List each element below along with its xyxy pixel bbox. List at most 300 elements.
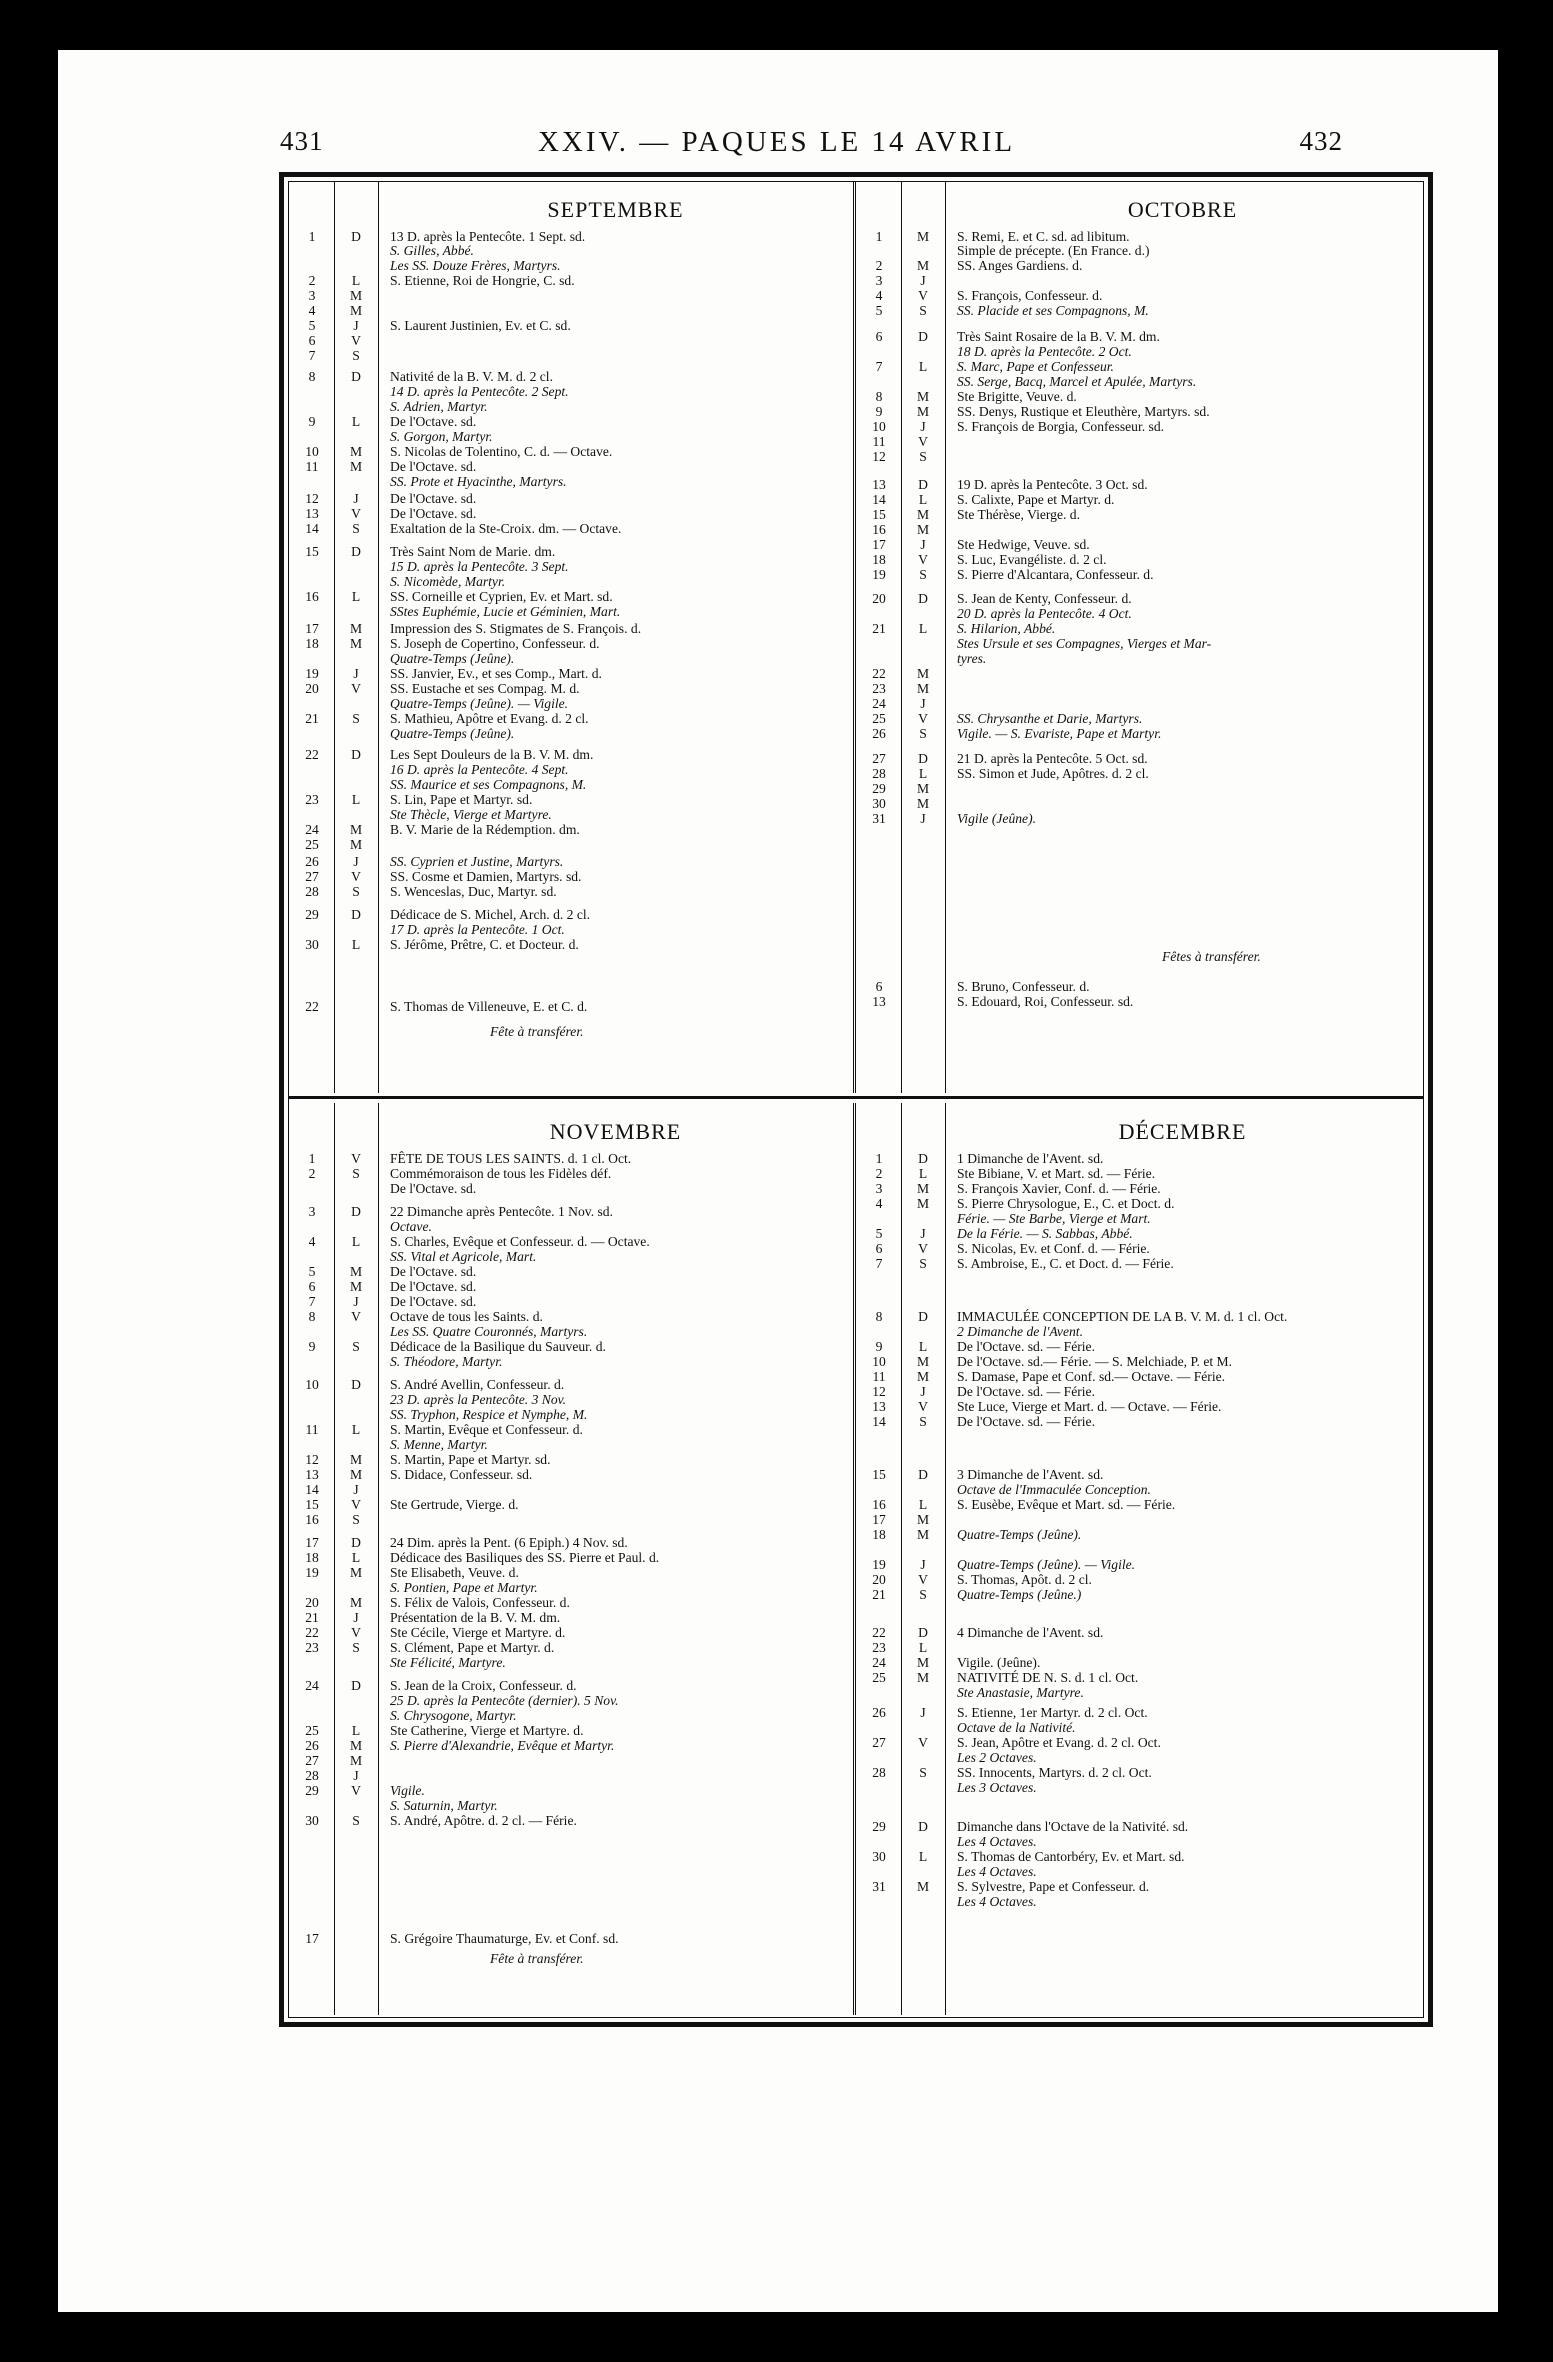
weekday-letter: M: [916, 507, 930, 522]
calendar-row: [857, 1166, 1422, 1182]
feast-text: 18 D. après la Pentecôte. 2 Oct.: [957, 344, 1132, 359]
day-number: 30: [305, 937, 319, 952]
weekday-letter: V: [351, 1625, 361, 1640]
calendar-row: [290, 506, 855, 522]
feast-text: Ste Catherine, Vierge et Martyre. d.: [390, 1723, 584, 1738]
weekday-letter: M: [349, 1452, 363, 1467]
calendar-row: [290, 1467, 855, 1483]
calendar-row: [290, 747, 855, 763]
day-number: 31: [872, 811, 886, 826]
day-number: 13: [872, 477, 886, 492]
weekday-letter: M: [916, 1879, 930, 1894]
calendar-row: [857, 1750, 1422, 1766]
calendar-row: [290, 1625, 855, 1641]
day-number: 4: [875, 288, 883, 303]
calendar-row: [290, 1422, 855, 1438]
day-number: 30: [872, 1849, 886, 1864]
weekday-letter: L: [351, 1422, 361, 1437]
calendar-row: [857, 434, 1422, 450]
day-number: 26: [305, 854, 319, 869]
feast-text: Quatre-Temps (Jeûne).: [390, 651, 515, 666]
feast-text: S. Grégoire Thaumaturge, Ev. et Conf. sd.: [390, 1931, 619, 1946]
weekday-letter: L: [351, 589, 361, 604]
feast-text: SS. Maurice et ses Compagnons, M.: [390, 777, 587, 792]
feast-text: SStes Euphémie, Lucie et Géminien, Mart.: [390, 604, 621, 619]
day-number: 7: [308, 348, 316, 363]
feast-text: S. Jean, Apôtre et Evang. d. 2 cl. Oct.: [957, 1735, 1161, 1750]
calendar-row: [857, 273, 1422, 289]
weekday-letter: S: [919, 726, 927, 741]
calendar-row: [857, 1670, 1422, 1686]
calendar-row: [290, 681, 855, 697]
feast-text: S. François de Borgia, Confesseur. sd.: [957, 419, 1165, 434]
weekday-letter: J: [920, 419, 926, 434]
weekday-letter: M: [916, 781, 930, 796]
calendar-row: [857, 449, 1422, 465]
calendar-row: [290, 1798, 855, 1814]
feast-text: 16 D. après la Pentecôte. 4 Sept.: [390, 762, 569, 777]
calendar-row: [857, 1196, 1422, 1212]
weekday-letter: V: [918, 1399, 928, 1414]
day-number: 9: [875, 404, 883, 419]
day-number: 10: [872, 419, 886, 434]
day-number: 18: [872, 552, 886, 567]
day-number: 6: [875, 329, 883, 344]
calendar-row: [857, 766, 1422, 782]
calendar-row: [290, 1294, 855, 1310]
calendar-row: [290, 1783, 855, 1799]
feast-text: S. Thomas de Cantorbéry, Ev. et Mart. sd.: [957, 1849, 1185, 1864]
calendar-row: [290, 474, 855, 490]
weekday-letter: D: [351, 229, 361, 244]
calendar-row: [857, 1819, 1422, 1835]
day-number: 3: [875, 1181, 883, 1196]
feast-text: De l'Octave. sd.: [390, 491, 477, 506]
feast-text: Exaltation de la Ste-Croix. dm. — Octave.: [390, 521, 622, 536]
weekday-letter: S: [352, 1512, 360, 1527]
day-number: 8: [875, 1309, 883, 1324]
calendar-row: [290, 1309, 855, 1325]
calendar-row: [857, 404, 1422, 420]
day-number: 7: [308, 1294, 316, 1309]
day-number: 19: [872, 567, 886, 582]
weekday-letter: D: [918, 751, 928, 766]
calendar-row: [857, 1834, 1422, 1850]
day-number: 15: [305, 544, 319, 559]
feast-text: 14 D. après la Pentecôte. 2 Sept.: [390, 384, 569, 399]
calendar-row: [857, 477, 1422, 493]
weekday-letter: M: [349, 1595, 363, 1610]
calendar-row: [290, 937, 855, 953]
calendar-row: [290, 837, 855, 853]
feast-text: NATIVITÉ DE N. S. d. 1 cl. Oct.: [957, 1670, 1139, 1685]
feast-text: 22 Dimanche après Pentecôte. 1 Nov. sd.: [390, 1204, 613, 1219]
calendar-row: [857, 681, 1422, 697]
day-number: 22: [872, 1625, 886, 1640]
day-number: 23: [305, 792, 319, 807]
calendar-row: [857, 492, 1422, 508]
feast-text: S. Clément, Pape et Martyr. d.: [390, 1640, 555, 1655]
day-number: 13: [872, 1399, 886, 1414]
feast-text: S. François Xavier, Conf. d. — Férie.: [957, 1181, 1161, 1196]
weekday-letter: L: [918, 766, 928, 781]
day-number: 7: [875, 1256, 883, 1271]
feast-text: Les 4 Octaves.: [957, 1834, 1037, 1849]
day-number: 14: [872, 492, 886, 507]
calendar-row: [857, 537, 1422, 553]
weekday-letter: L: [351, 1234, 361, 1249]
weekday-letter: M: [916, 404, 930, 419]
weekday-letter: D: [351, 1678, 361, 1693]
weekday-letter: M: [916, 1196, 930, 1211]
calendar-row: [857, 1309, 1422, 1325]
calendar-row: [290, 907, 855, 923]
calendar-row: [290, 1407, 855, 1423]
calendar-row: [290, 333, 855, 349]
day-number: 20: [872, 1572, 886, 1587]
weekday-letter: D: [918, 1625, 928, 1640]
weekday-letter: V: [351, 506, 361, 521]
day-number: 1: [308, 1151, 316, 1166]
weekday-letter: V: [351, 869, 361, 884]
day-number: 26: [872, 726, 886, 741]
calendar-row: [290, 726, 855, 742]
calendar-row: [290, 544, 855, 560]
calendar-row: [290, 429, 855, 445]
feast-text: SS. Cosme et Damien, Martyrs. sd.: [390, 869, 582, 884]
day-number: 23: [305, 1640, 319, 1655]
weekday-letter: V: [351, 1783, 361, 1798]
weekday-letter: L: [918, 1166, 928, 1181]
weekday-letter: V: [918, 1572, 928, 1587]
feast-text: 4 Dimanche de l'Avent. sd.: [957, 1625, 1104, 1640]
calendar-row: [857, 374, 1422, 390]
feast-text: SS. Tryphon, Respice et Nymphe, M.: [390, 1407, 588, 1422]
calendar-row: [290, 369, 855, 385]
feast-text: Impression des S. Stigmates de S. François. d.: [390, 621, 642, 636]
feast-text: 21 D. après la Pentecôte. 5 Oct. sd.: [957, 751, 1148, 766]
weekday-letter: M: [349, 822, 363, 837]
feast-text: S. Menne, Martyr.: [390, 1437, 488, 1452]
feast-text: S. Eusèbe, Evêque et Mart. sd. — Férie.: [957, 1497, 1176, 1512]
feast-text: SS. Cyprien et Justine, Martyrs.: [390, 854, 564, 869]
feast-text: Nativité de la B. V. M. d. 2 cl.: [390, 369, 553, 384]
calendar-row: [857, 389, 1422, 405]
calendar-row: [857, 243, 1422, 259]
weekday-letter: L: [918, 621, 928, 636]
feast-text: S. Jean de Kenty, Confesseur. d.: [957, 591, 1132, 606]
day-number: 28: [305, 884, 319, 899]
feast-text: S. Pontien, Pape et Martyr.: [390, 1580, 538, 1595]
calendar-row: [857, 359, 1422, 375]
calendar-row: [290, 604, 855, 620]
calendar-row: [290, 1655, 855, 1671]
weekday-letter: V: [351, 1497, 361, 1512]
feast-text: SS. Serge, Bacq, Marcel et Apulée, Martyrs.: [957, 374, 1197, 389]
calendar-row: [290, 574, 855, 590]
day-number: 19: [872, 1557, 886, 1572]
weekday-letter: J: [920, 811, 926, 826]
weekday-letter: D: [351, 369, 361, 384]
weekday-letter: J: [920, 1557, 926, 1572]
feast-text: Les Sept Douleurs de la B. V. M. dm.: [390, 747, 594, 762]
calendar-row: [857, 606, 1422, 622]
feast-text: Ste Anastasie, Martyre.: [957, 1685, 1084, 1700]
day-number: 4: [308, 303, 316, 318]
calendar-row: [290, 1392, 855, 1408]
calendar-row: [290, 348, 855, 364]
day-number: 12: [305, 1452, 319, 1467]
feast-text: S. Chrysogone, Martyr.: [390, 1708, 517, 1723]
day-number: 3: [308, 1204, 316, 1219]
day-number: 1: [308, 229, 316, 244]
calendar-row: [857, 1226, 1422, 1242]
day-number: 13: [872, 994, 886, 1009]
day-number: 30: [872, 796, 886, 811]
feast-text: Les 4 Octaves.: [957, 1894, 1037, 1909]
feast-text: SS. Anges Gardiens. d.: [957, 258, 1083, 273]
month-heading: DÉCEMBRE: [1118, 1119, 1247, 1144]
calendar-row: [857, 636, 1422, 652]
calendar-row: [857, 522, 1422, 538]
calendar-row: [290, 258, 855, 274]
day-number: 4: [875, 1196, 883, 1211]
feast-text: B. V. Marie de la Rédemption. dm.: [390, 822, 580, 837]
weekday-letter: M: [916, 1512, 930, 1527]
feast-text: Octave de l'Immaculée Conception.: [957, 1482, 1151, 1497]
day-number: 14: [305, 1482, 319, 1497]
weekday-letter: M: [349, 303, 363, 318]
feast-text: SS. Corneille et Cyprien, Ev. et Mart. sd.: [390, 589, 613, 604]
day-number: 21: [872, 1587, 886, 1602]
day-number: 14: [305, 521, 319, 536]
calendar-row: [290, 762, 855, 778]
feast-text: S. Thomas de Villeneuve, E. et C. d.: [390, 999, 588, 1014]
calendar-row: [857, 796, 1422, 812]
calendar-row: [857, 1467, 1422, 1483]
calendar-row: [857, 1211, 1422, 1227]
feast-text: De l'Octave. sd. — Férie.: [957, 1339, 1095, 1354]
feast-text: Quatre-Temps (Jeûne.): [957, 1587, 1082, 1602]
weekday-letter: J: [353, 1610, 359, 1625]
day-number: 6: [875, 979, 883, 994]
calendar-row: [290, 459, 855, 475]
weekday-letter: S: [919, 1256, 927, 1271]
calendar-row: [290, 399, 855, 415]
day-number: 29: [872, 1819, 886, 1834]
calendar-row: [290, 1512, 855, 1528]
day-number: 25: [305, 837, 319, 852]
day-number: 27: [872, 751, 886, 766]
calendar-row: [857, 1256, 1422, 1272]
feast-text: De l'Octave. sd. — Férie.: [957, 1414, 1095, 1429]
calendar-row: [857, 666, 1422, 682]
calendar-row: [857, 621, 1422, 637]
calendar-row: [857, 1879, 1422, 1895]
day-number: 23: [872, 1640, 886, 1655]
calendar-row: [857, 1399, 1422, 1415]
calendar-row: [290, 1640, 855, 1656]
feast-text: Vigile (Jeûne).: [957, 811, 1036, 826]
calendar-row: [290, 1264, 855, 1280]
day-number: 11: [305, 459, 319, 474]
calendar-row: [290, 1580, 855, 1596]
weekday-letter: J: [920, 1226, 926, 1241]
calendar-row: [857, 1557, 1422, 1573]
day-number: 5: [308, 1264, 316, 1279]
day-number: 29: [872, 781, 886, 796]
feast-text: Les 2 Octaves.: [957, 1750, 1037, 1765]
weekday-letter: D: [351, 1535, 361, 1550]
weekday-letter: S: [352, 1640, 360, 1655]
day-number: 9: [308, 414, 316, 429]
day-number: 11: [305, 1422, 319, 1437]
calendar-row: [290, 1166, 855, 1182]
day-number: 17: [872, 537, 886, 552]
weekday-letter: D: [918, 329, 928, 344]
calendar-row: [290, 999, 855, 1015]
feast-text: Commémoraison de tous les Fidèles déf.: [390, 1166, 612, 1181]
day-number: 13: [305, 506, 319, 521]
day-number: 28: [872, 1765, 886, 1780]
calendar-row: [857, 979, 1422, 995]
calendar-row: [857, 1705, 1422, 1721]
calendar-row: [857, 1241, 1422, 1257]
feast-text: Les 3 Octaves.: [957, 1780, 1037, 1795]
day-number: 28: [305, 1768, 319, 1783]
weekday-letter: S: [919, 303, 927, 318]
calendar-row: [857, 751, 1422, 767]
weekday-letter: J: [920, 273, 926, 288]
feast-text: S. Etienne, Roi de Hongrie, C. sd.: [390, 273, 575, 288]
weekday-letter: D: [918, 591, 928, 606]
calendar-row: [857, 1482, 1422, 1498]
calendar-row: [290, 491, 855, 507]
weekday-letter: V: [351, 1309, 361, 1324]
day-number: 9: [875, 1339, 883, 1354]
feast-text: tyres.: [957, 651, 987, 666]
feast-text: Dédicace de la Basilique du Sauveur. d.: [390, 1339, 606, 1354]
calendar-row: [857, 1765, 1422, 1781]
day-number: 2: [875, 258, 883, 273]
weekday-letter: L: [351, 414, 361, 429]
calendar-row: [857, 1527, 1422, 1543]
feast-text: De la Férie. — S. Sabbas, Abbé.: [957, 1226, 1133, 1241]
feast-text: S. Bruno, Confesseur. d.: [957, 979, 1090, 994]
weekday-letter: M: [916, 1527, 930, 1542]
feast-text: S. Joseph de Copertino, Confesseur. d.: [390, 636, 600, 651]
day-number: 20: [872, 591, 886, 606]
day-number: 12: [872, 449, 886, 464]
weekday-letter: L: [918, 1497, 928, 1512]
calendar-row: [857, 1655, 1422, 1671]
feast-text: 17 D. après la Pentecôte. 1 Oct.: [390, 922, 565, 937]
calendar-row: [857, 258, 1422, 274]
weekday-letter: M: [349, 1279, 363, 1294]
calendar-row: [857, 1894, 1422, 1910]
weekday-letter: M: [349, 444, 363, 459]
day-number: 7: [875, 359, 883, 374]
calendar-row: [290, 1768, 855, 1784]
calendar-row: [290, 1181, 855, 1197]
feast-text: 2 Dimanche de l'Avent.: [957, 1324, 1083, 1339]
weekday-letter: M: [349, 1753, 363, 1768]
feast-text: Ste Luce, Vierge et Mart. d. — Octave. — Férie.: [957, 1399, 1222, 1414]
calendar-row: [857, 1324, 1422, 1340]
calendar-row: [857, 1354, 1422, 1370]
feast-text: S. Edouard, Roi, Confesseur. sd.: [957, 994, 1134, 1009]
feast-text: S. Nicomède, Martyr.: [390, 574, 506, 589]
day-number: 10: [305, 1377, 319, 1392]
weekday-letter: M: [349, 1565, 363, 1580]
feast-text: De l'Octave. sd.: [390, 506, 477, 521]
calendar-row: [857, 1849, 1422, 1865]
calendar-row: [290, 589, 855, 605]
calendar-row: [857, 419, 1422, 435]
calendar-row: [290, 521, 855, 537]
feast-text: 24 Dim. après la Pent. (6 Epiph.) 4 Nov. sd.: [390, 1535, 628, 1550]
calendar-row: [857, 711, 1422, 727]
feast-text: Dédicace de S. Michel, Arch. d. 2 cl.: [390, 907, 591, 922]
day-number: 3: [875, 273, 883, 288]
weekday-letter: J: [353, 1768, 359, 1783]
calendar-row: [290, 1565, 855, 1581]
day-number: 5: [308, 318, 316, 333]
feast-text: S. Gorgon, Martyr.: [390, 429, 493, 444]
calendar-row: [290, 1550, 855, 1566]
feast-text: Quatre-Temps (Jeûne).: [390, 726, 515, 741]
day-number: 16: [305, 589, 319, 604]
day-number: 16: [872, 1497, 886, 1512]
feast-text: Ste Félicité, Martyre.: [390, 1655, 506, 1670]
calendar-row: [290, 559, 855, 575]
calendar-row: [857, 1339, 1422, 1355]
calendar-row: [290, 1452, 855, 1468]
feast-text: S. Ambroise, E., C. et Doct. d. — Férie.: [957, 1256, 1174, 1271]
day-number: 27: [872, 1735, 886, 1750]
feast-text: 15 D. après la Pentecôte. 3 Sept.: [390, 559, 569, 574]
weekday-letter: M: [349, 636, 363, 651]
feast-text: SS. Denys, Rustique et Eleuthère, Martyrs. sd.: [957, 404, 1210, 419]
feast-text: De l'Octave. sd.— Férie. — S. Melchiade, P. et M.: [957, 1354, 1233, 1369]
calendar-row: [290, 651, 855, 667]
feast-text: 20 D. après la Pentecôte. 4 Oct.: [957, 606, 1132, 621]
weekday-letter: J: [920, 1384, 926, 1399]
day-number: 18: [305, 1550, 319, 1565]
weekday-letter: M: [349, 1467, 363, 1482]
feast-text: S. Thomas, Apôt. d. 2 cl.: [957, 1572, 1092, 1587]
weekday-letter: S: [352, 1813, 360, 1828]
weekday-letter: M: [916, 681, 930, 696]
day-number: 2: [875, 1166, 883, 1181]
calendar-row: [857, 651, 1422, 667]
weekday-letter: J: [353, 1294, 359, 1309]
day-number: 12: [872, 1384, 886, 1399]
weekday-letter: M: [916, 1670, 930, 1685]
day-number: 25: [305, 1723, 319, 1738]
weekday-letter: D: [918, 1467, 928, 1482]
day-number: 10: [872, 1354, 886, 1369]
weekday-letter: D: [351, 747, 361, 762]
feast-text: S. Théodore, Martyr.: [390, 1354, 503, 1369]
calendar-row: [290, 1610, 855, 1626]
weekday-letter: L: [351, 1723, 361, 1738]
day-number: 29: [305, 907, 319, 922]
feast-text: 25 D. après la Pentecôte (dernier). 5 Nov.: [390, 1693, 619, 1708]
weekday-letter: S: [919, 1414, 927, 1429]
day-number: 20: [305, 681, 319, 696]
calendar-row: [857, 994, 1422, 1010]
